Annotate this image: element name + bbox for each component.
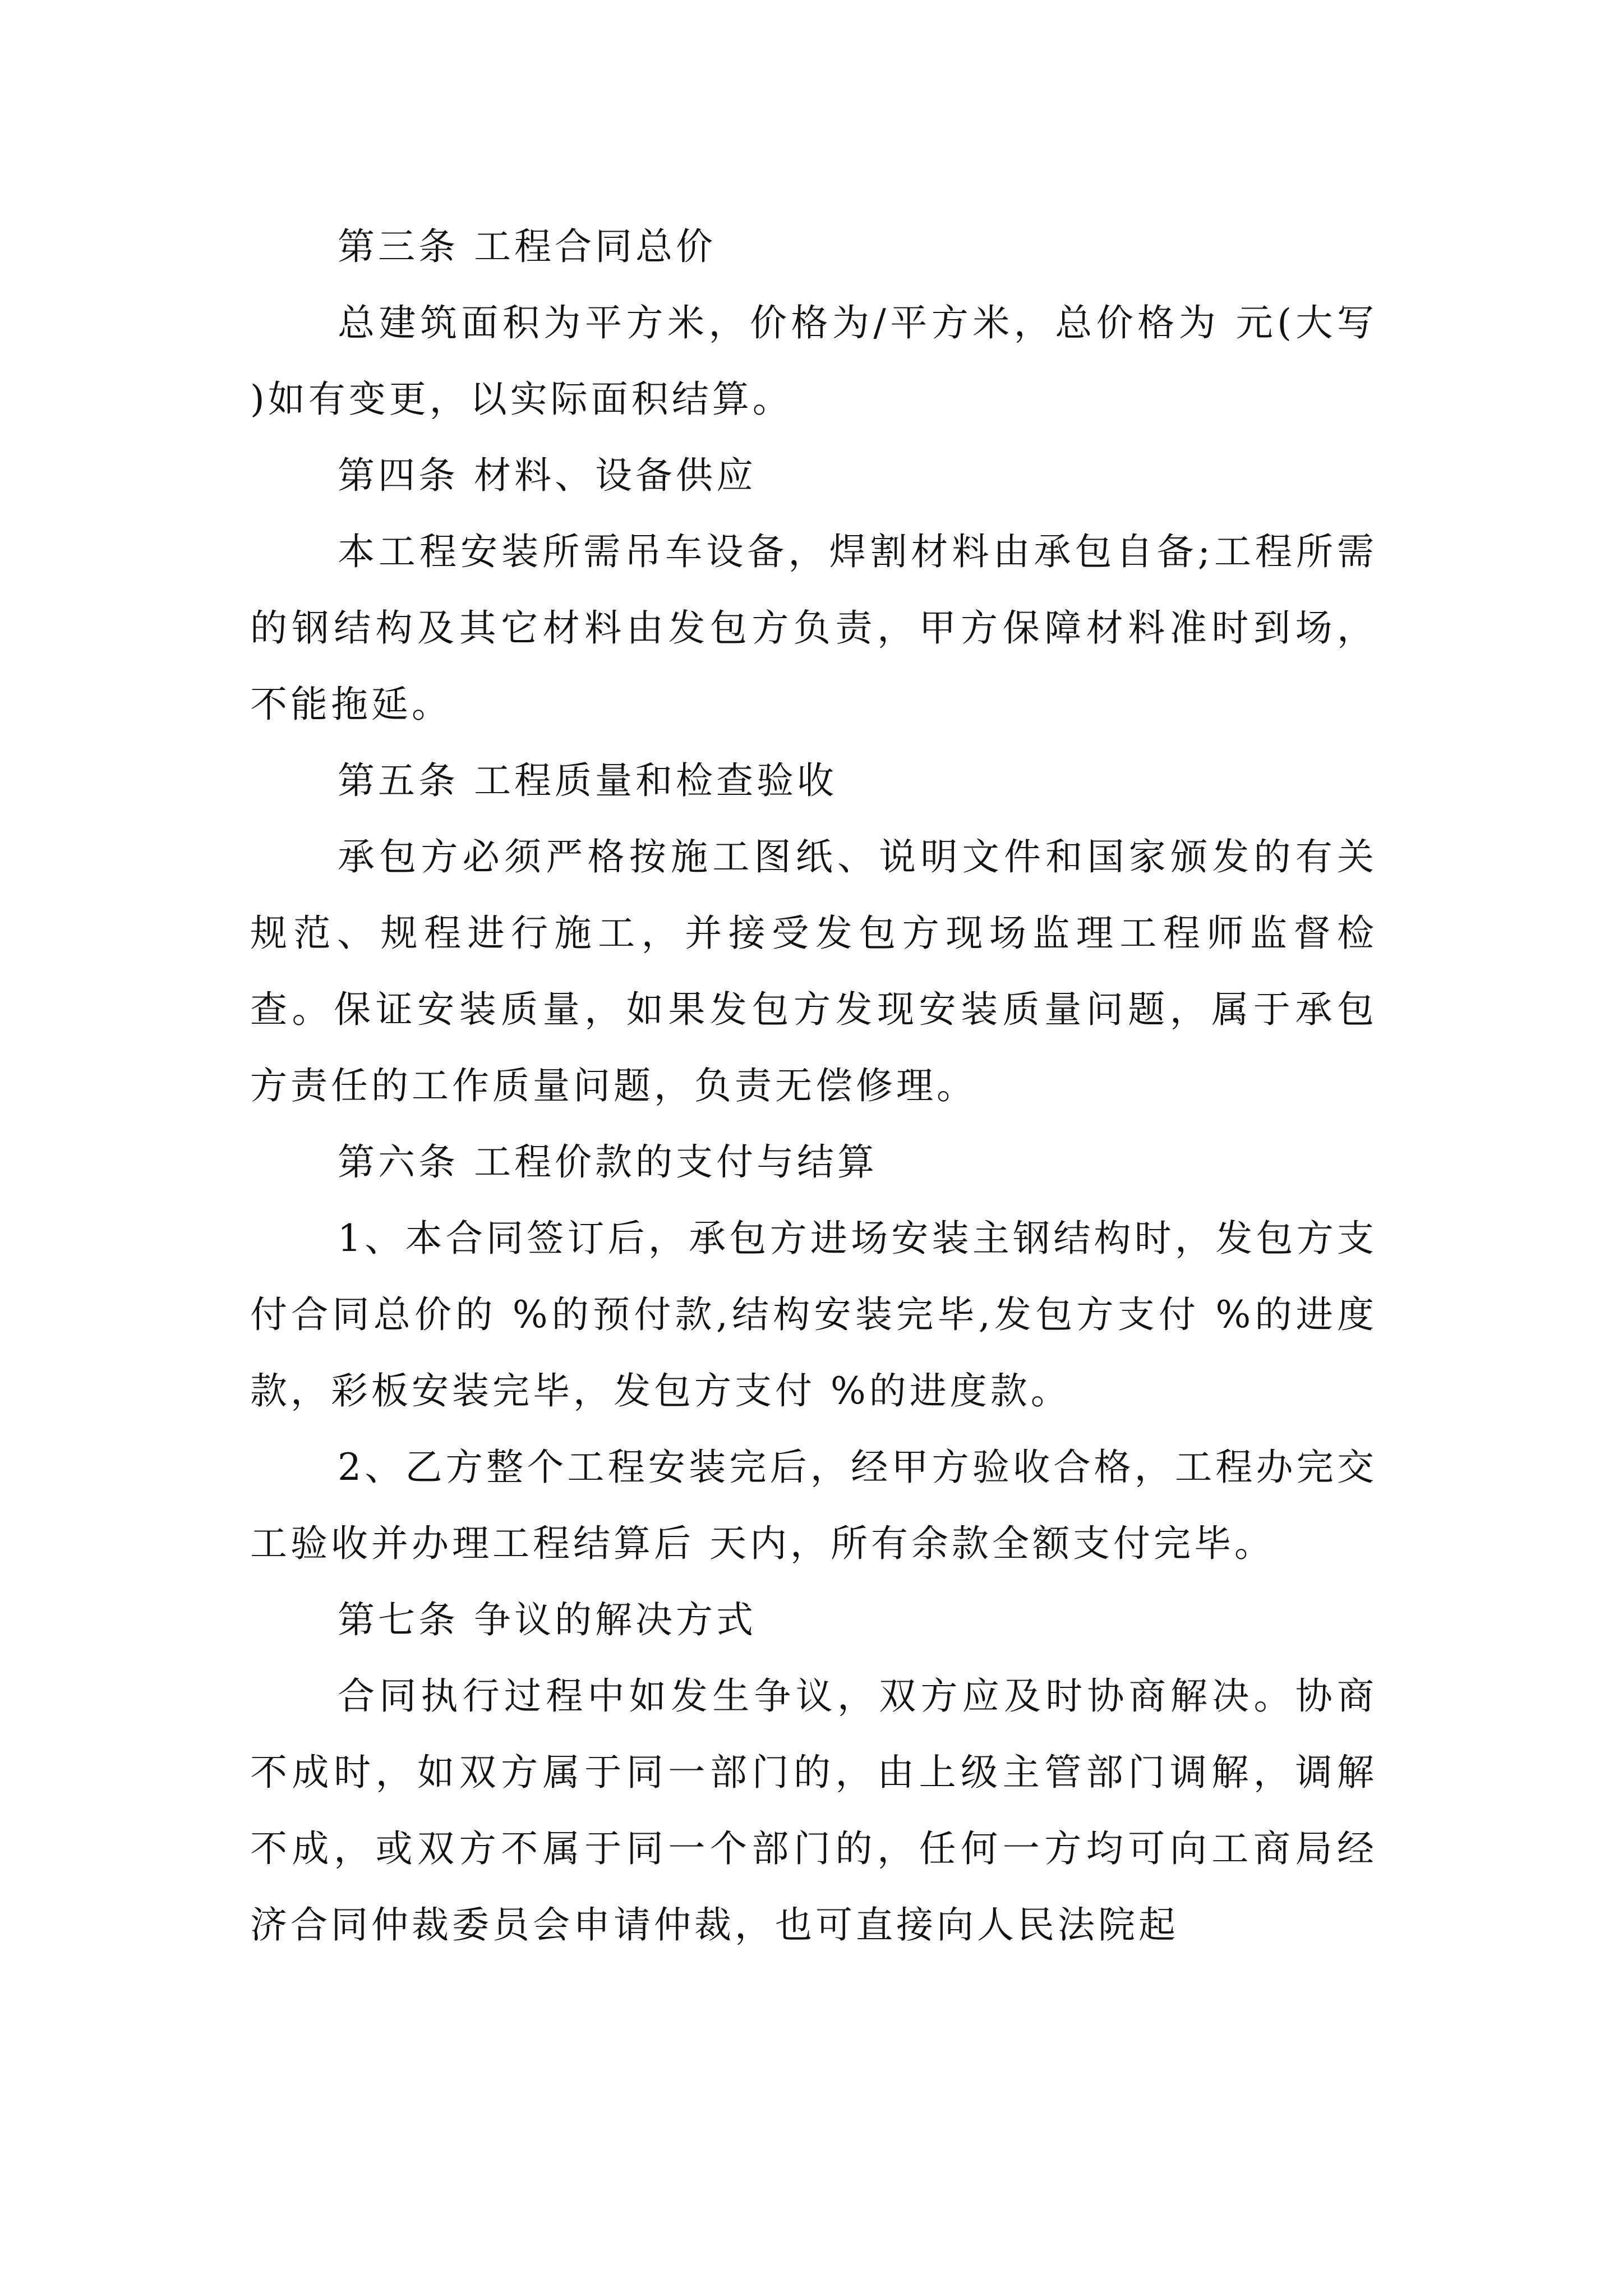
article-6-heading: 第六条 工程价款的支付与结算 [338,1140,878,1184]
article-7-body: 合同执行过程中如发生争议，双方应及时协商解决。协商不成时，如双方属于同一部门的，由上级主管部门调解，调解不成，或双方不属于同一个部门的，任何一方均可向工商局经济合同仲裁委员会申请仲裁，也可直接向人民法院起 [250,1674,1377,1947]
article-7-heading: 第七条 争议的解决方式 [338,1598,757,1641]
article-5-body: 承包方必须严格按施工图纸、说明文件和国家颁发的有关规范、规程进行施工，并接受发包方现场监理工程师监督检查。保证安装质量，如果发包方发现安装质量问题，属于承包方责任的工作质量问题，负责无偿修理。 [250,835,1377,1107]
article-6-clause-2: 2、乙方整个工程安装完后，经甲方验收合格，工程办完交工验收并办理工程结算后 天内，所有余款全额支付完毕。 [250,1446,1377,1565]
article-5-heading: 第五条 工程质量和检查验收 [338,759,837,802]
article-4-heading: 第四条 材料、设备供应 [338,454,757,497]
article-3-heading: 第三条 工程合同总价 [338,225,716,268]
article-6-clause-1: 1、本合同签订后，承包方进场安装主钢结构时，发包方支付合同总价的 %的预付款,结构安装完毕,发包方支付 %的进度款，彩板安装完毕，发包方支付 %的进度款。 [250,1217,1377,1412]
document-body [250,209,1377,1963]
article-4-body: 本工程安装所需吊车设备，焊割材料由承包自备;工程所需的钢结构及其它材料由发包方负责，甲方保障材料准时到场，不能拖延。 [250,530,1377,726]
article-3-body: 总建筑面积为平方米，价格为/平方米，总价格为 元(大写 )如有变更，以实际面积结算。 [250,301,1377,421]
